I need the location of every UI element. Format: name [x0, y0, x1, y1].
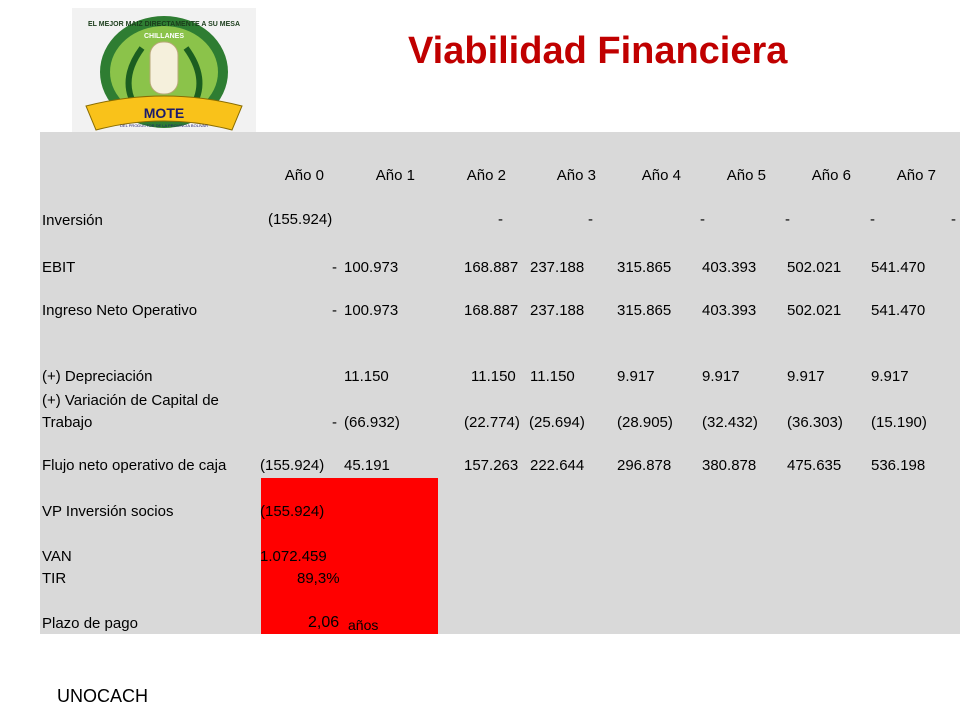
cell-ebit-y6: 502.021: [787, 259, 842, 276]
logo-product: MOTE: [143, 105, 185, 121]
cell-capital-y3: (25.694): [529, 414, 585, 431]
cell-depreciacion-y7: 9.917: [871, 368, 909, 385]
cell-ebit-y1: 100.973: [344, 259, 399, 276]
cell-flujo-y7: 536.198: [871, 457, 926, 474]
page-title: Viabilidad Financiera: [408, 30, 788, 72]
cell-inversion-y7: -: [951, 211, 956, 228]
cell-capital-y6: (36.303): [787, 414, 843, 431]
cell-flujo-y0: (155.924): [260, 457, 325, 474]
header-year-4: Año 4: [641, 167, 681, 184]
row-label-flujo-neto: Flujo neto operativo de caja: [42, 457, 227, 474]
cell-depreciacion-y5: 9.917: [702, 368, 740, 385]
cell-ingreso-y4: 315.865: [617, 302, 672, 319]
cell-ebit-y3: 237.188: [530, 259, 585, 276]
cell-inversion-y4: -: [700, 211, 705, 228]
row-label-ingreso-neto: Ingreso Neto Operativo: [42, 302, 198, 319]
header-year-7: Año 7: [896, 167, 936, 184]
header-year-6: Año 6: [811, 167, 851, 184]
cell-ingreso-y6: 502.021: [787, 302, 842, 319]
cell-depreciacion-y2: 11.150: [471, 368, 516, 385]
cell-inversion-y2: -: [498, 211, 503, 228]
cell-ingreso-y0: -: [332, 302, 337, 319]
cell-flujo-y6: 475.635: [787, 457, 842, 474]
logo-graphic: [72, 8, 256, 140]
van-label: VAN: [42, 548, 72, 565]
header-year-2: Año 2: [466, 167, 506, 184]
cell-depreciacion-y1: 11.150: [344, 368, 389, 385]
footer-organization: UNOCACH: [57, 686, 149, 706]
logo-brand: CHILLANES: [143, 33, 185, 40]
row-label-depreciacion: (+) Depreciación: [42, 368, 153, 385]
header-year-0: Año 0: [284, 167, 324, 184]
vp-inversion-label: VP Inversión socios: [42, 503, 174, 520]
cell-capital-y5: (32.432): [702, 414, 758, 431]
plazo-pago-value: 2,06: [308, 614, 340, 631]
logo-top-text: EL MEJOR MAIZ DIRECTAMENTE A SU MESA: [87, 21, 241, 28]
cell-inversion-y6: -: [870, 211, 875, 228]
cell-ebit-y7: 541.470: [871, 259, 926, 276]
cell-ebit-y5: 403.393: [702, 259, 757, 276]
tir-label: TIR: [42, 570, 67, 587]
row-label-capital-trabajo-line2: Trabajo: [42, 414, 93, 431]
van-value: 1.072.459: [260, 548, 327, 565]
cell-ebit-y2: 168.887: [464, 259, 519, 276]
cell-ebit-y4: 315.865: [617, 259, 672, 276]
cell-ingreso-y3: 237.188: [530, 302, 585, 319]
cell-ingreso-y7: 541.470: [871, 302, 926, 319]
tir-value: 89,3%: [297, 570, 340, 587]
row-label-ebit: EBIT: [42, 259, 76, 276]
cell-ebit-y0: -: [332, 259, 337, 276]
cell-capital-y0: -: [332, 414, 337, 431]
cell-inversion-y3: -: [588, 211, 593, 228]
corn-cob: [150, 42, 178, 94]
cell-capital-y1: (66.932): [344, 414, 400, 431]
cell-capital-y7: (15.190): [871, 414, 927, 431]
vp-inversion-value: (155.924): [260, 503, 325, 520]
cell-depreciacion-y3: 11.150: [530, 368, 575, 385]
plazo-pago-unit: años: [348, 617, 379, 633]
cell-ingreso-y2: 168.887: [464, 302, 519, 319]
cell-flujo-y5: 380.878: [702, 457, 757, 474]
header-year-3: Año 3: [556, 167, 596, 184]
row-label-inversion: Inversión: [42, 212, 103, 229]
cell-inversion-y0: (155.924): [268, 211, 333, 228]
cell-depreciacion-y6: 9.917: [787, 368, 825, 385]
header-year-1: Año 1: [375, 167, 415, 184]
cell-flujo-y4: 296.878: [617, 457, 672, 474]
row-label-capital-trabajo-line1: (+) Variación de Capital de: [42, 392, 219, 409]
cell-flujo-y1: 45.191: [344, 457, 390, 474]
logo-bottom-text: DEL PRODUCTOR DE LA PROVINCIA BOLIVAR: [120, 123, 208, 128]
cell-capital-y4: (28.905): [617, 414, 673, 431]
mote-logo: [72, 8, 256, 140]
plazo-pago-label: Plazo de pago: [42, 615, 138, 632]
cell-flujo-y2: 157.263: [464, 457, 519, 474]
cell-inversion-y5: -: [785, 211, 790, 228]
cell-capital-y2: (22.774): [464, 414, 520, 431]
cell-ingreso-y5: 403.393: [702, 302, 757, 319]
cell-ingreso-y1: 100.973: [344, 302, 399, 319]
cell-depreciacion-y4: 9.917: [617, 368, 655, 385]
header-year-5: Año 5: [726, 167, 766, 184]
cell-flujo-y3: 222.644: [530, 457, 585, 474]
